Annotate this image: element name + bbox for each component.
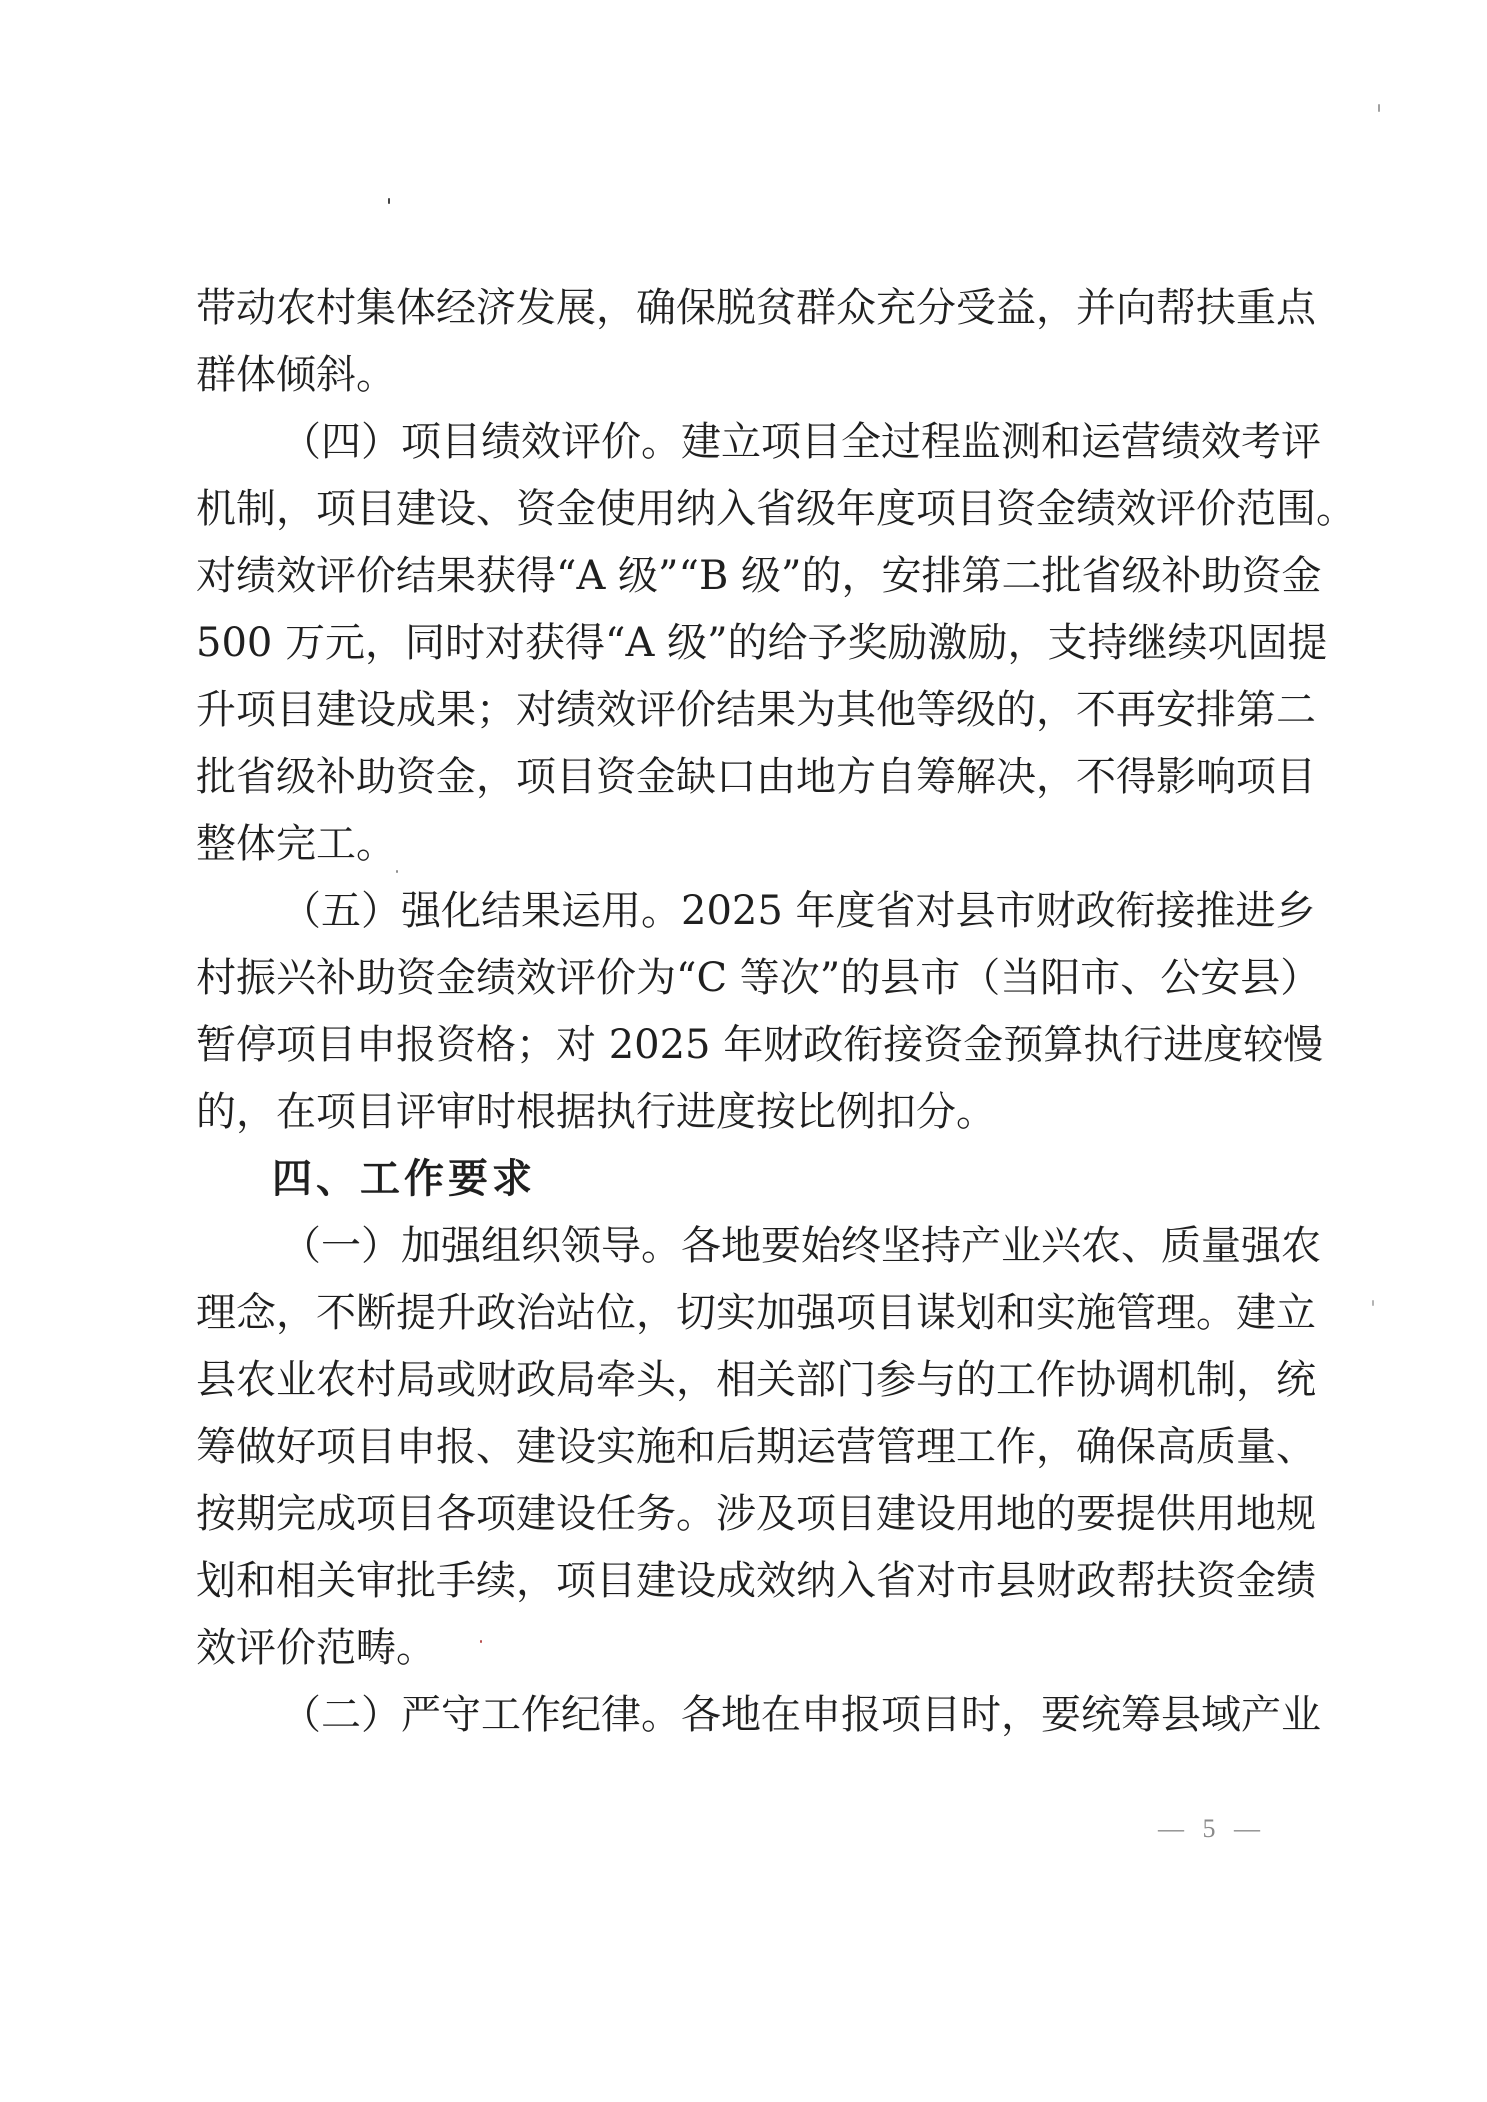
text-line: 整体完工。 xyxy=(196,821,396,867)
text-line: 暂停项目申报资格；对 2025 年财政衔接资金预算执行进度较慢 xyxy=(196,1022,1324,1068)
paragraph-start: （二）严守工作纪律。各地在申报项目时，要统筹县域产业 xyxy=(281,1692,1321,1738)
text-line: 村振兴补助资金绩效评价为“C 等次”的县市（当阳市、公安县） xyxy=(196,955,1321,1001)
text-line: 机制，项目建设、资金使用纳入省级年度项目资金绩效评价范围。 xyxy=(196,486,1356,532)
scan-speck xyxy=(388,198,390,204)
paragraph-start: （四）项目绩效评价。建立项目全过程监测和运营绩效考评 xyxy=(281,419,1321,465)
paragraph-start: （一）加强组织领导。各地要始终坚持产业兴农、质量强农 xyxy=(281,1223,1321,1269)
text-line: 群体倾斜。 xyxy=(196,352,396,398)
paragraph-start: （五）强化结果运用。2025 年度省对县市财政衔接推进乡 xyxy=(281,888,1316,934)
page-number: — 5 — xyxy=(1158,1814,1266,1843)
text-line: 县农业农村局或财政局牵头，相关部门参与的工作协调机制，统 xyxy=(196,1357,1316,1403)
text-line: 筹做好项目申报、建设实施和后期运营管理工作，确保高质量、 xyxy=(196,1424,1316,1470)
text-line: 按期完成项目各项建设任务。涉及项目建设用地的要提供用地规 xyxy=(196,1491,1316,1537)
text-line: 效评价范畴。 xyxy=(196,1625,436,1671)
scan-speck xyxy=(480,1640,482,1643)
section-heading: 四、工作要求 xyxy=(272,1156,536,1202)
text-line: 对绩效评价结果获得“A 级”“B 级”的，安排第二批省级补助资金 xyxy=(196,553,1322,599)
scan-speck xyxy=(1378,104,1380,112)
scan-speck xyxy=(1372,1300,1374,1306)
text-line: 的，在项目评审时根据执行进度按比例扣分。 xyxy=(196,1089,996,1135)
text-line: 带动农村集体经济发展，确保脱贫群众充分受益，并向帮扶重点 xyxy=(196,285,1316,331)
text-line: 划和相关审批手续，项目建设成效纳入省对市县财政帮扶资金绩 xyxy=(196,1558,1316,1604)
text-line: 理念，不断提升政治站位，切实加强项目谋划和实施管理。建立 xyxy=(196,1290,1316,1336)
text-line: 升项目建设成果；对绩效评价结果为其他等级的，不再安排第二 xyxy=(196,687,1316,733)
scan-speck xyxy=(396,870,398,873)
text-line: 500 万元，同时对获得“A 级”的给予奖励激励，支持继续巩固提 xyxy=(196,620,1328,666)
text-line: 批省级补助资金，项目资金缺口由地方自筹解决，不得影响项目 xyxy=(196,754,1316,800)
